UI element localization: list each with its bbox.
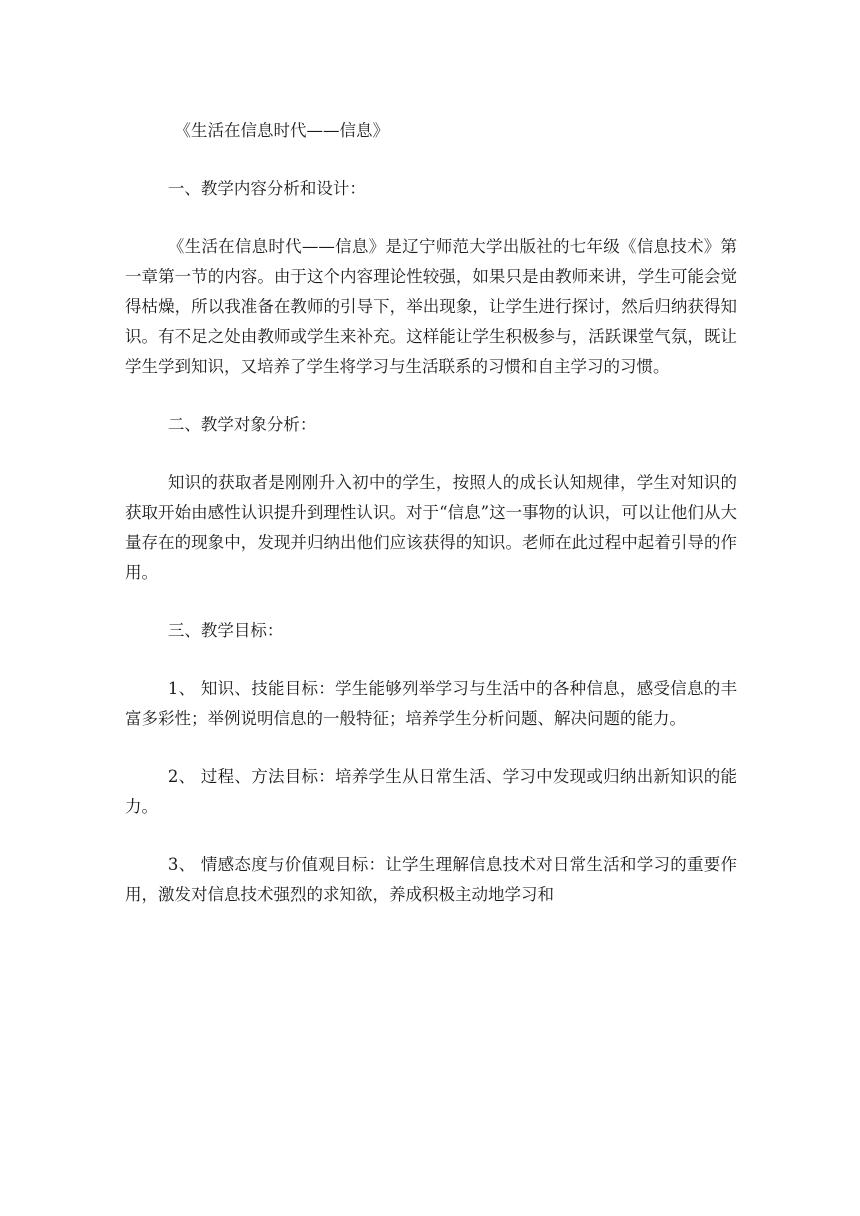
goal-item-attitude: 3、 情感态度与价值观目标：让学生理解信息技术对日常生活和学习的重要作用，激发对信息技术强烈的求知欲，养成积极主动地学习和 — [125, 855, 737, 904]
document-content — [125, 116, 737, 938]
section-heading-audience-analysis: 二、教学对象分析： — [167, 415, 317, 434]
document-title: 《生活在信息时代——信息》 — [174, 121, 389, 140]
section-body-content-analysis: 《生活在信息时代——信息》是辽宁师范大学出版社的七年级《信息技术》第一章第一节的内容。由于这个内容理论性较强，如果只是由教师来讲，学生可能会觉得枯燥，所以我准备在教师的引导下，举出现象，让学生进行探讨，然后归纳获得知识。有不足之处由教师或学生来补充。这样能让学生积极参与，活跃课堂气氛，既让学生学到知识，又培养了学生将学习与生活联系的习惯和自主学习的习惯。 — [125, 237, 737, 376]
goal-item-process: 2、 过程、方法目标：培养学生从日常生活、学习中发现或归纳出新知识的能力。 — [125, 767, 737, 816]
section-heading-content-analysis: 一、教学内容分析和设计： — [167, 179, 366, 198]
section-heading-teaching-goals: 三、教学目标： — [167, 621, 284, 640]
goal-item-knowledge: 1、 知识、技能目标：学生能够列举学习与生活中的各种信息，感受信息的丰富多彩性；举例说明信息的一般特征；培养学生分析问题、解决问题的能力。 — [125, 679, 737, 728]
section-body-audience-analysis: 知识的获取者是刚刚升入初中的学生，按照人的成长认知规律，学生对知识的获取开始由感性认识提升到理性认识。对于“信息”这一事物的认识，可以让他们从大量存在的现象中，发现并归纳出他们应该获得的知识。老师在此过程中起着引导的作用。 — [125, 473, 737, 582]
